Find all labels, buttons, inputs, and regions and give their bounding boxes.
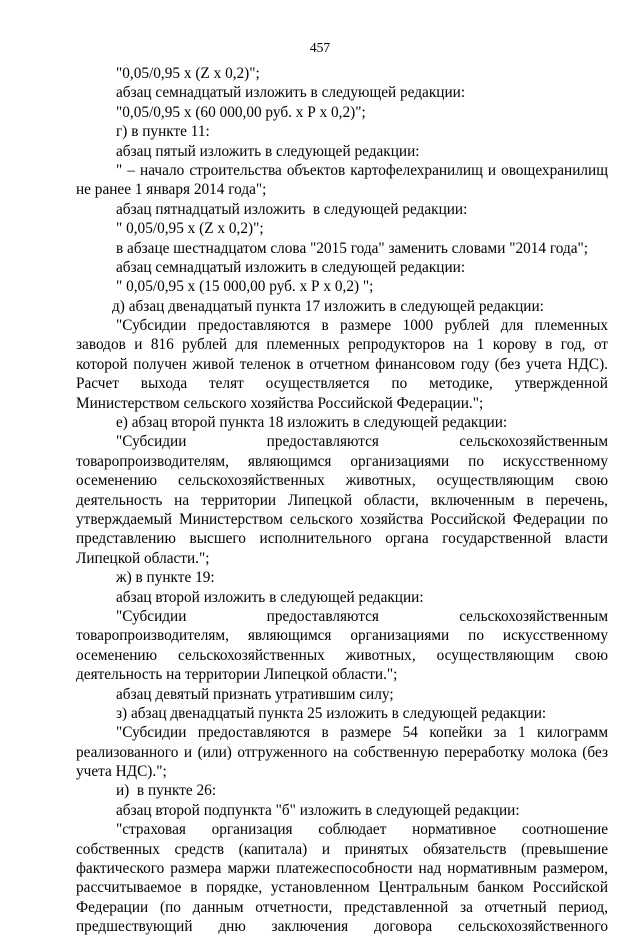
text-line: Расчет выхода телят осуществляется по методике, утвержденной bbox=[76, 375, 608, 393]
document-body bbox=[76, 64, 608, 937]
text-line: деятельность на территории Липецкой области, включенным в перечень, bbox=[76, 491, 608, 509]
text-line: товаропроизводителям, являющимся организациями по искусственному bbox=[76, 452, 608, 470]
text-line: г) в пункте 11: bbox=[116, 123, 210, 141]
text-line: осеменению сельскохозяйственных животных, осуществляющим свою bbox=[76, 472, 608, 490]
text-line: "Субсидии предоставляются сельскохозяйственным bbox=[116, 433, 608, 451]
text-line: абзац пятый изложить в следующей редакции: bbox=[116, 142, 420, 160]
page-number: 457 bbox=[309, 40, 331, 55]
text-line: " 0,05/0,95 х (Z х 0,2)"; bbox=[116, 220, 264, 238]
text-line: "Субсидии предоставляются в размере 1000 рублей для племенных bbox=[116, 317, 608, 335]
text-line: в абзаце шестнадцатом слова "2015 года" заменить словами "2014 года"; bbox=[116, 239, 589, 257]
text-line: которой получен живой теленок в отчетном финансовом году (без учета НДС). bbox=[76, 355, 608, 373]
text-line: учета НДС)."; bbox=[76, 763, 167, 781]
text-line: "0,05/0,95 х (60 000,00 руб. х Р х 0,2)"; bbox=[116, 103, 366, 121]
text-line: Федерации (по данным отчетности, представленной за отчетный период, bbox=[76, 898, 608, 916]
text-line: абзац семнадцатый изложить в следующей редакции: bbox=[116, 84, 466, 102]
text-line: "Субсидии предоставляются в размере 54 копейки за 1 килограмм bbox=[116, 724, 608, 742]
text-line: абзац второй изложить в следующей редакции: bbox=[116, 588, 424, 606]
text-line: предшествующий дню заключения договора сельскохозяйственного bbox=[76, 918, 608, 936]
text-line: абзац семнадцатый изложить в следующей редакции: bbox=[116, 258, 466, 276]
text-line: "0,05/0,95 х (Z х 0,2)"; bbox=[116, 65, 260, 82]
text-line: "Субсидии предоставляются сельскохозяйственным bbox=[116, 607, 608, 625]
text-line: представлению высшего исполнительного органа государственной власти bbox=[76, 530, 608, 548]
text-line: реализованного и (или) отгруженного на собственную переработку молока (без bbox=[76, 743, 608, 761]
text-line: абзац второй подпункта "б" изложить в следующей редакции: bbox=[116, 801, 520, 819]
text-line: з) абзац двенадцатый пункта 25 изложить в следующей редакции: bbox=[116, 704, 547, 722]
text-line: деятельность на территории Липецкой области."; bbox=[76, 666, 398, 684]
text-line: утверждаемый Министерством сельского хозяйства Российской Федерации по bbox=[76, 510, 608, 528]
text-line: Липецкой области."; bbox=[76, 549, 210, 567]
text-line: и) в пункте 26: bbox=[116, 782, 217, 800]
text-line: абзац пятнадцатый изложить в следующей редакции: bbox=[116, 200, 468, 218]
text-line: собственных средств (капитала) и принятых обязательств (превышение bbox=[76, 840, 608, 858]
text-line: заводов и 816 рублей для племенных репродукторов на 1 корову в год, от bbox=[76, 336, 608, 354]
text-line: " 0,05/0,95 х (15 000,00 руб. х Р х 0,2) "; bbox=[116, 278, 374, 296]
text-line: фактического размера маржи платежеспособности над нормативным размером, bbox=[76, 860, 608, 878]
text-line: е) абзац второй пункта 18 изложить в следующей редакции: bbox=[116, 414, 508, 432]
text-line: не ранее 1 января 2014 года"; bbox=[76, 181, 267, 199]
text-line: " – начало строительства объектов картофелехранилищ и овощехранилищ bbox=[116, 161, 608, 179]
text-line: товаропроизводителям, являющимся организациями по искусственному bbox=[76, 627, 608, 645]
text-line: "страховая организация соблюдает нормативное соотношение bbox=[116, 821, 608, 839]
text-line: ж) в пункте 19: bbox=[116, 569, 215, 587]
text-line: осеменению сельскохозяйственных животных, осуществляющим свою bbox=[76, 646, 608, 664]
text-line: Министерством сельского хозяйства Российской Федерации."; bbox=[76, 394, 484, 412]
text-line: рассчитываемое в порядке, установленном Центральным банком Российской bbox=[76, 879, 608, 897]
text-line: абзац девятый признать утратившим силу; bbox=[116, 685, 394, 703]
text-line: д) абзац двенадцатый пункта 17 изложить в следующей редакции: bbox=[112, 297, 544, 315]
